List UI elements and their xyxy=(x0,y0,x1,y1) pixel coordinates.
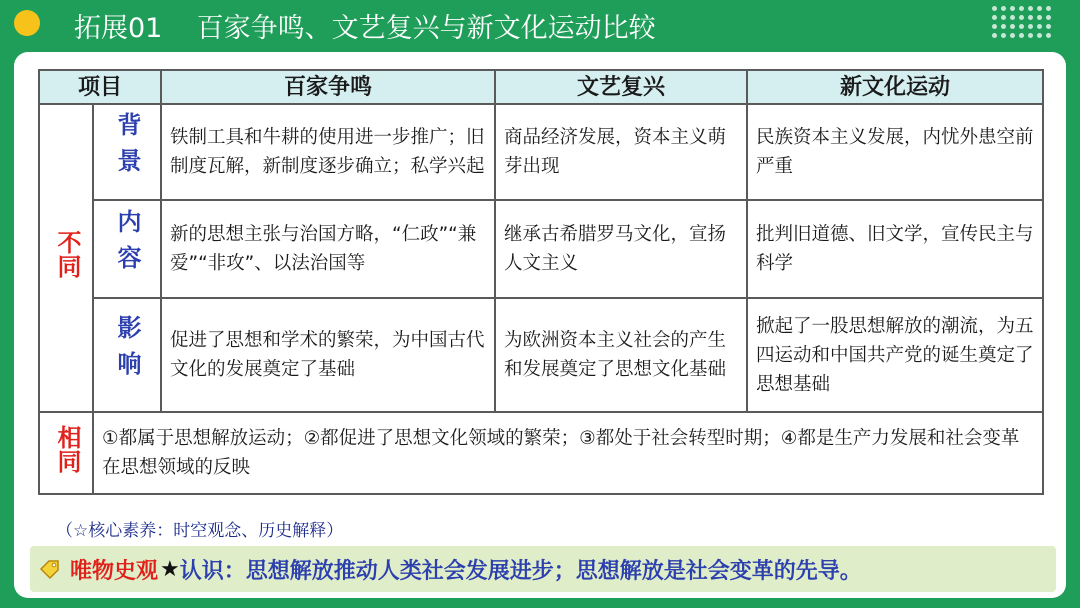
table-cell: 民族资本主义发展，内忧外患空前严重 xyxy=(747,104,1043,200)
comparison-table xyxy=(38,69,1044,495)
row-label-impact: 影响 xyxy=(113,314,141,387)
dot-grid-dot xyxy=(1001,15,1006,20)
dot-grid-dot xyxy=(1046,15,1051,20)
dot-grid-dot xyxy=(1001,33,1006,38)
column-header-baijia: 百家争鸣 xyxy=(161,70,495,104)
row-label-cell xyxy=(93,200,161,298)
dot-grid-dot xyxy=(1037,6,1042,11)
dot-grid-dot xyxy=(1019,6,1024,11)
dot-grid-dot xyxy=(1028,6,1033,11)
dot-grid-dot xyxy=(1046,6,1051,11)
row-label-background: 背景 xyxy=(113,111,141,184)
banner-text: 认识：思想解放推动人类社会发展进步；思想解放是社会变革的先导。 xyxy=(179,558,862,584)
conclusion-banner xyxy=(30,546,1056,592)
row-label-cell xyxy=(93,104,161,200)
diff-label: 不同 xyxy=(53,229,81,278)
dot-grid-dot xyxy=(1028,15,1033,20)
dot-grid-dot xyxy=(1037,15,1042,20)
dot-grid-dot xyxy=(1028,33,1033,38)
column-header-item: 项目 xyxy=(39,70,161,104)
dot-grid-dot xyxy=(1010,6,1015,11)
diff-label-cell xyxy=(39,104,93,412)
same-label-cell xyxy=(39,412,93,494)
dot-grid-dot xyxy=(1010,33,1015,38)
same-text-cell: ①都属于思想解放运动；②都促进了思想文化领域的繁荣；③都处于社会转型时期；④都是生产力发展和社会变革在思想领域的反映 xyxy=(93,412,1043,494)
table-row-background xyxy=(39,104,1043,200)
table-cell: 掀起了一股思想解放的潮流，为五四运动和中国共产党的诞生奠定了思想基础 xyxy=(747,298,1043,412)
dot-grid-dot xyxy=(1001,24,1006,29)
core-literacy-note: （☆核心素养：时空观念、历史解释） xyxy=(56,521,344,541)
table-row-content xyxy=(39,200,1043,298)
dot-grid-dot xyxy=(992,6,997,11)
dot-grid-icon xyxy=(992,6,1056,46)
same-label: 相同 xyxy=(53,424,81,473)
header-row xyxy=(39,70,1043,104)
column-header-new-culture: 新文化运动 xyxy=(747,70,1043,104)
table-cell: 为欧洲资本主义社会的产生和发展奠定了思想文化基础 xyxy=(495,298,747,412)
dot-grid-dot xyxy=(1046,33,1051,38)
dot-grid-dot xyxy=(992,33,997,38)
dot-grid-dot xyxy=(992,15,997,20)
dot-grid-dot xyxy=(1019,24,1024,29)
dot-grid-dot xyxy=(992,24,997,29)
table-cell: 促进了思想和学术的繁荣，为中国古代文化的发展奠定了基础 xyxy=(161,298,495,412)
dot-grid-dot xyxy=(1001,6,1006,11)
page-title: 拓展01 百家争鸣、文艺复兴与新文化运动比较 xyxy=(74,13,656,44)
table-cell: 继承古希腊罗马文化，宣扬人文主义 xyxy=(495,200,747,298)
dot-grid-dot xyxy=(1010,24,1015,29)
table-cell: 批判旧道德、旧文学，宣传民主与科学 xyxy=(747,200,1043,298)
title-bar xyxy=(0,0,1080,52)
tag-icon xyxy=(38,557,62,581)
dot-grid-dot xyxy=(1037,24,1042,29)
dot-grid-dot xyxy=(1019,33,1024,38)
title-dot-icon xyxy=(14,10,40,36)
dot-grid-dot xyxy=(1028,24,1033,29)
dot-grid-dot xyxy=(1010,15,1015,20)
banner-keyword: 唯物史观 xyxy=(70,558,159,584)
row-label-content: 内容 xyxy=(113,208,141,281)
dot-grid-dot xyxy=(1046,24,1051,29)
row-label-cell xyxy=(93,298,161,412)
dot-grid-dot xyxy=(1019,15,1024,20)
star-icon: ★ xyxy=(160,556,180,582)
table-row-same xyxy=(39,412,1043,494)
table-cell: 铁制工具和牛耕的使用进一步推广；旧制度瓦解，新制度逐步确立；私学兴起 xyxy=(161,104,495,200)
dot-grid-dot xyxy=(1037,33,1042,38)
column-header-renaissance: 文艺复兴 xyxy=(495,70,747,104)
table-cell: 新的思想主张与治国方略，“仁政”“兼爱”“非攻”、以法治国等 xyxy=(161,200,495,298)
table-row-impact xyxy=(39,298,1043,412)
table-cell: 商品经济发展，资本主义萌芽出现 xyxy=(495,104,747,200)
